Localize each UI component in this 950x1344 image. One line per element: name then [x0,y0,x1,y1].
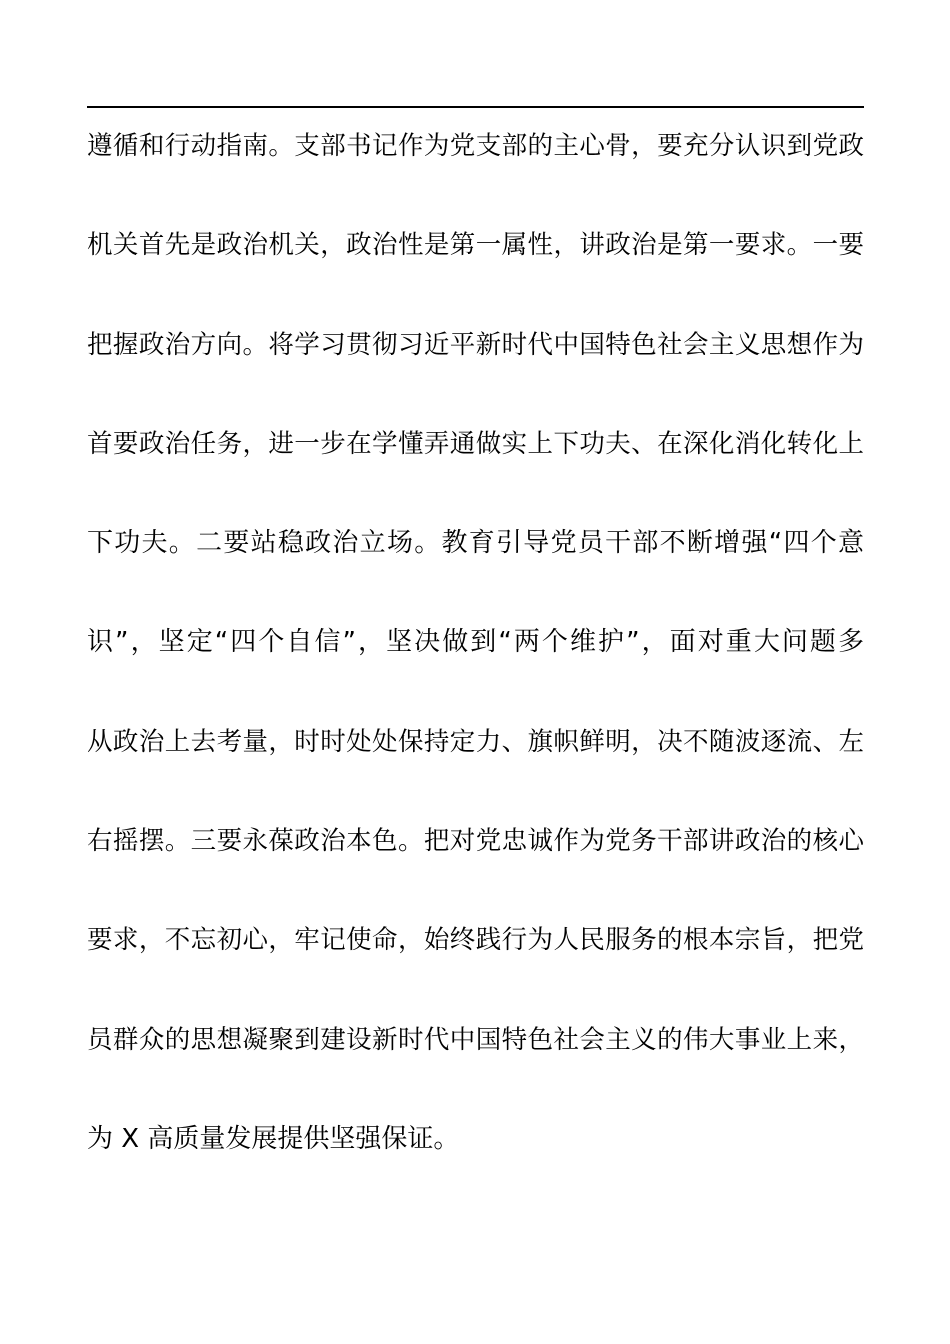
paragraph-line-9: 要求，不忘初心，牢记使命，始终践行为人民服务的根本宗旨，把党 [87,925,864,956]
body-paragraph [87,118,864,1210]
paragraph-line-3: 把握政治方向。将学习贯彻习近平新时代中国特色社会主义思想作为 [87,329,864,360]
paragraph-line-4: 首要政治任务，进一步在学懂弄通做实上下功夫、在深化消化转化上 [87,428,864,459]
paragraph-line-5: 下功夫。二要站稳政治立场。教育引导党员干部不断增强“四个意 [87,528,864,559]
paragraph-line-6: 识”，坚定“四个自信”，坚决做到“两个维护”，面对重大问题多 [87,627,864,658]
paragraph-line-1: 遵循和行动指南。支部书记作为党支部的主心骨，要充分认识到党政 [87,131,864,161]
header-divider [87,106,864,108]
paragraph-line-8: 右摇摆。三要永葆政治本色。把对党忠诚作为党务干部讲政治的核心 [87,826,864,857]
paragraph-line-10: 员群众的思想凝聚到建设新时代中国特色社会主义的伟大事业上来， [87,1024,864,1055]
paragraph-line-11: 为 X 高质量发展提供坚强保证。 [87,1123,460,1154]
paragraph-line-7: 从政治上去考量，时时处处保持定力、旗帜鲜明，决不随波逐流、左 [87,726,864,757]
paragraph-line-2: 机关首先是政治机关，政治性是第一属性，讲政治是第一要求。一要 [87,230,864,261]
